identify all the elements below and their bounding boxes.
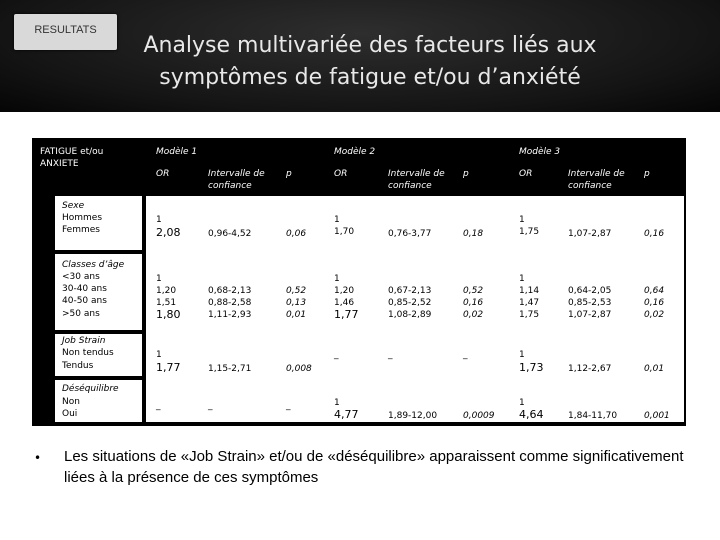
age-m2-ic-2: 0,85-2,52 [388,298,432,308]
sexe-m2-p: 0,18 [463,229,484,239]
age-m3-or-4: 1,75 [519,310,540,320]
slide-header [0,0,720,112]
item-age-4: >50 ans [62,309,100,319]
deseq-m1-or: _ [156,401,161,411]
js-m3-or-ref: 1 [519,350,525,360]
deseq-m3-ic: 1,84-11,70 [568,411,618,421]
model-3-header: Modèle 3 [519,147,561,157]
js-m1-p: 0,008 [286,364,312,374]
age-m1-p-2: 0,13 [286,298,307,308]
age-m2-p-3: 0,02 [463,310,484,320]
sexe-m1-p: 0,06 [286,229,307,239]
group-title-jobstrain: Job Strain [62,336,106,346]
deseq-m3-p: 0,001 [644,411,670,421]
section-badge-label: RESULTATS [34,24,97,36]
age-m2-ic-1: 0,67-2,13 [388,286,432,296]
age-m2-or-2: 1,20 [334,286,355,296]
js-m1-or: 1,77 [156,361,181,374]
age-m1-or-1: 1 [156,274,162,284]
sexe-m2-or-ref: 1 [334,215,340,225]
js-m1-ic: 1,15-2,71 [208,364,252,374]
js-m1-or-ref: 1 [156,350,162,360]
age-m3-or-1: 1 [519,274,525,284]
item-oui: Oui [62,409,78,419]
group-title-desequilibre: Déséquilibre [62,384,119,394]
results-table [32,138,686,426]
item-tendus: Tendus [62,361,94,371]
section-badge [14,14,117,50]
js-m3-ic: 1,12-2,67 [568,364,612,374]
item-age-2: 30-40 ans [62,284,107,294]
sexe-m3-or-ref: 1 [519,215,525,225]
age-m2-p-1: 0,52 [463,286,484,296]
sexe-m2-or: 1,70 [334,227,355,237]
slide-title-line-2: symptômes de fatigue et/ou d’anxiété [159,65,581,90]
m2-p-header: p [463,169,469,179]
age-m1-ic-2: 0,88-2,58 [208,298,252,308]
deseq-m2-ic: 1,89-12,00 [388,411,438,421]
sexe-m3-ic: 1,07-2,87 [568,229,612,239]
sexe-m1-or: 2,08 [156,226,181,239]
age-m3-p-2: 0,16 [644,298,665,308]
deseq-m2-p: 0,0009 [463,411,495,421]
age-m1-ic-1: 0,68-2,13 [208,286,252,296]
item-age-3: 40-50 ans [62,296,107,306]
age-m1-p-1: 0,52 [286,286,307,296]
age-m3-or-3: 1,47 [519,298,540,308]
group-title-sexe: Sexe [62,201,85,211]
age-m2-ic-3: 1,08-2,89 [388,310,432,320]
deseq-m1-p: _ [286,401,291,411]
js-m2-ic: _ [388,350,393,360]
age-m1-ic-3: 1,11-2,93 [208,310,252,320]
age-m3-p-3: 0,02 [644,310,665,320]
age-m1-or-2: 1,20 [156,286,177,296]
js-m3-or: 1,73 [519,361,544,374]
m2-ic-header: Intervalle de confiance [388,169,445,191]
model-1-header: Modèle 1 [156,147,198,157]
deseq-m1-ic: _ [208,401,213,411]
js-m2-p: _ [463,350,468,360]
deseq-m2-or-ref: 1 [334,398,340,408]
bullet-symbol: • [34,451,42,465]
slide-title-line-1: Analyse multivariée des facteurs liés aux [143,33,597,58]
conclusion-text: Les situations de «Job Strain» et/ou de «déséquilibre» apparaissent comme significativement liées à la présence de ces symptômes [64,448,684,486]
js-m3-p: 0,01 [644,364,665,374]
corner-label: FATIGUE et/ou ANXIETE [40,147,104,169]
age-m1-or-3: 1,51 [156,298,177,308]
item-femmes: Femmes [62,225,100,235]
age-m3-ic-3: 1,07-2,87 [568,310,612,320]
m1-or-header: OR [156,169,170,179]
group-title-age: Classes d’âge [62,260,125,270]
model-2-header: Modèle 2 [334,147,376,157]
item-non-tendus: Non tendus [62,348,114,358]
deseq-m2-or: 4,77 [334,408,359,421]
age-m2-p-2: 0,16 [463,298,484,308]
js-m2-or: _ [334,350,339,360]
item-non: Non [62,397,80,407]
m3-p-header: p [644,169,650,179]
m3-or-header: OR [519,169,533,179]
age-m3-ic-1: 0,64-2,05 [568,286,612,296]
sexe-m1-ic: 0,96-4,52 [208,229,252,239]
age-m2-or-1: 1 [334,274,340,284]
item-age-1: <30 ans [62,272,100,282]
age-m2-or-3: 1,46 [334,298,355,308]
sexe-m3-or: 1,75 [519,227,540,237]
m1-p-header: p [286,169,292,179]
m3-ic-header: Intervalle de confiance [568,169,625,191]
sexe-m2-ic: 0,76-3,77 [388,229,432,239]
item-hommes: Hommes [62,213,103,223]
sexe-m1-or-ref: 1 [156,215,162,225]
age-m3-p-1: 0,64 [644,286,665,296]
slide-title [120,30,620,94]
age-m1-or-4: 1,80 [156,308,181,321]
age-m1-p-3: 0,01 [286,310,307,320]
age-m3-ic-2: 0,85-2,53 [568,298,612,308]
age-m2-or-4: 1,77 [334,308,359,321]
sexe-m3-p: 0,16 [644,229,665,239]
age-m3-or-2: 1,14 [519,286,540,296]
deseq-m3-or: 4,64 [519,408,544,421]
m2-or-header: OR [334,169,348,179]
m1-ic-header: Intervalle de confiance [208,169,265,191]
deseq-m3-or-ref: 1 [519,398,525,408]
